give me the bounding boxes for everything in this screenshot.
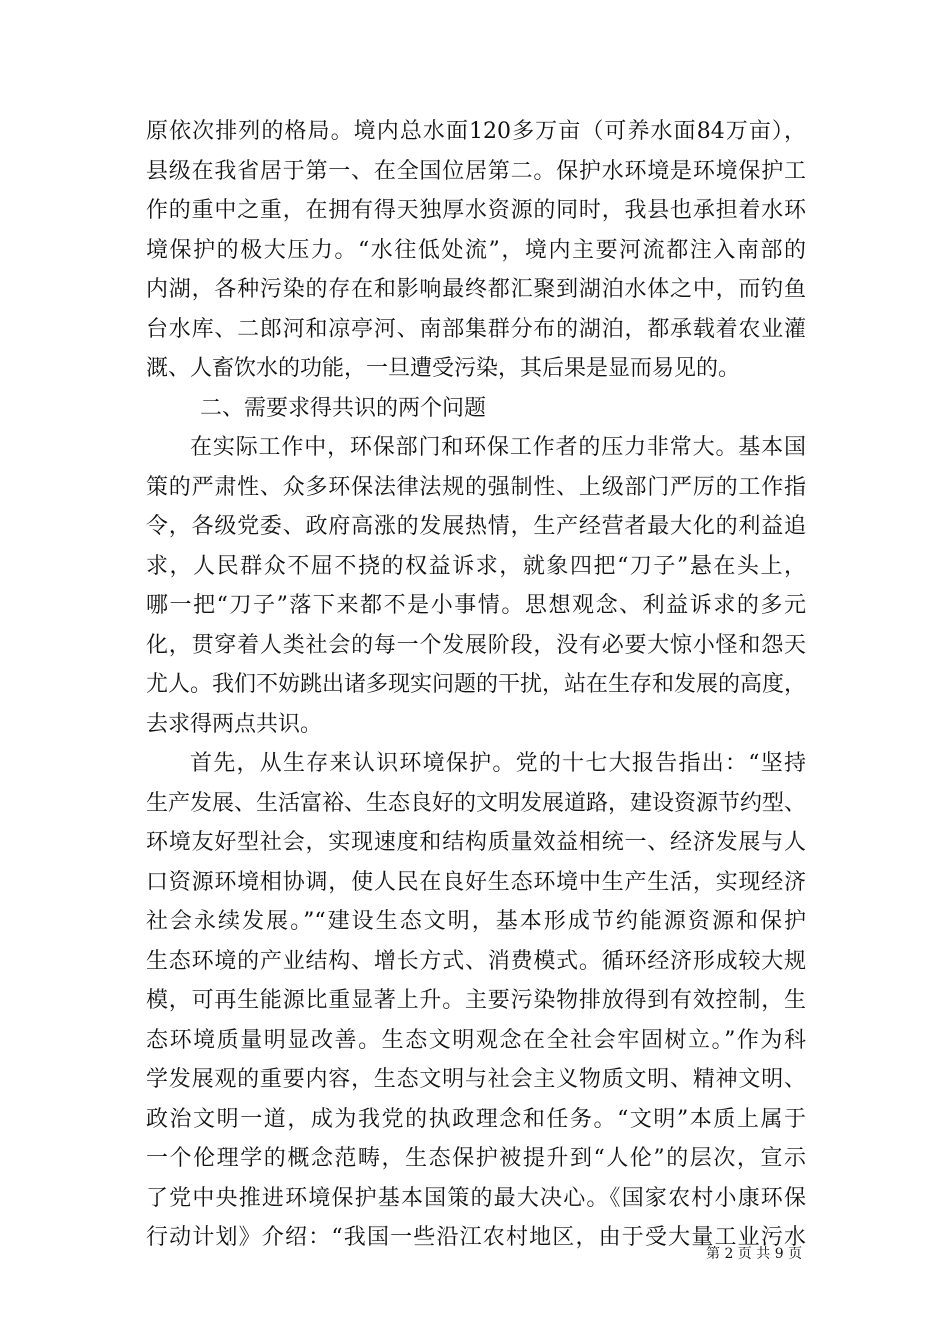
- text-line: 了党中央推进环境保护基本国策的最大决心。《国家农村小康环保: [146, 1185, 806, 1211]
- text-line: 化，贯穿着人类社会的每一个发展阶段，没有必要大惊小怪和怨天: [146, 632, 806, 658]
- text-line: 模，可再生能源比重显著上升。主要污染物排放得到有效控制，生: [146, 988, 806, 1013]
- text-line: 原依次排列的格局。境内总水面120多万亩（可养水面84万亩），: [146, 119, 806, 144]
- text-line: 口资源环境相协调，使人民在良好生态环境中生产生活，实现经济: [146, 869, 806, 895]
- text-line: 社会永续发展。”“建设生态文明，基本形成节约能源资源和保护: [146, 909, 806, 934]
- text-line: 在实际工作中，环保部门和环保工作者的压力非常大。基本国: [190, 435, 806, 460]
- text-line: 台水库、二郎河和凉亭河、南部集群分布的湖泊，都承载着农业灌: [146, 316, 806, 342]
- text-line: 哪一把“刀子”落下来都不是小事情。思想观念、利益诉求的多元: [146, 593, 806, 618]
- text-line: 学发展观的重要内容，生态文明与社会主义物质文明、精神文明、: [146, 1067, 806, 1092]
- text-line: 态环境质量明显改善。生态文明观念在全社会牢固树立。”作为科: [146, 1027, 806, 1053]
- page-number-footer: 第 2 页 共 9 页: [706, 1246, 803, 1262]
- text-line: 首先，从生存来认识环境保护。党的十七大报告指出：“坚持: [190, 751, 806, 776]
- section-heading: 二、需要求得共识的两个问题: [200, 395, 487, 421]
- text-line: 行动计划》介绍：“我国一些沿江农村地区，由于受大量工业污水: [146, 1225, 806, 1250]
- text-line: 县级在我省居于第一、在全国位居第二。保护水环境是环境保护工: [146, 158, 806, 184]
- text-line: 生态环境的产业结构、增长方式、消费模式。循环经济形成较大规: [146, 948, 806, 974]
- text-line: 内湖，各种污染的存在和影响最终都汇聚到湖泊水体之中，而钓鱼: [146, 277, 806, 302]
- text-line: 作的重中之重，在拥有得天独厚水资源的同时，我县也承担着水环: [146, 198, 806, 223]
- text-line: 去求得两点共识。: [146, 711, 323, 737]
- text-line: 境保护的极大压力。“水往低处流”，境内主要河流都注入南部的: [146, 237, 806, 263]
- text-line: 溉、人畜饮水的功能，一旦遭受污染，其后果是显而易见的。: [146, 356, 741, 381]
- document-body: [146, 112, 806, 1258]
- text-line: 令，各级党委、政府高涨的发展热情，生产经营者最大化的利益追: [146, 514, 806, 539]
- text-line: 政治文明一道，成为我党的执政理念和任务。“文明”本质上属于: [146, 1106, 806, 1132]
- text-line: 生产发展、生活富裕、生态良好的文明发展道路，建设资源节约型、: [146, 790, 806, 816]
- text-line: 策的严肃性、众多环保法律法规的强制性、上级部门严厉的工作指: [146, 474, 806, 500]
- text-line: 求，人民群众不屈不挠的权益诉求，就象四把“刀子”悬在头上，: [146, 553, 806, 579]
- text-line: 环境友好型社会，实现速度和结构质量效益相统一、经济发展与人: [146, 830, 806, 855]
- text-line: 尤人。我们不妨跳出诸多现实问题的干扰，站在生存和发展的高度，: [146, 672, 806, 697]
- text-line: 一个伦理学的概念范畴，生态保护被提升到“人伦”的层次，宣示: [146, 1146, 806, 1171]
